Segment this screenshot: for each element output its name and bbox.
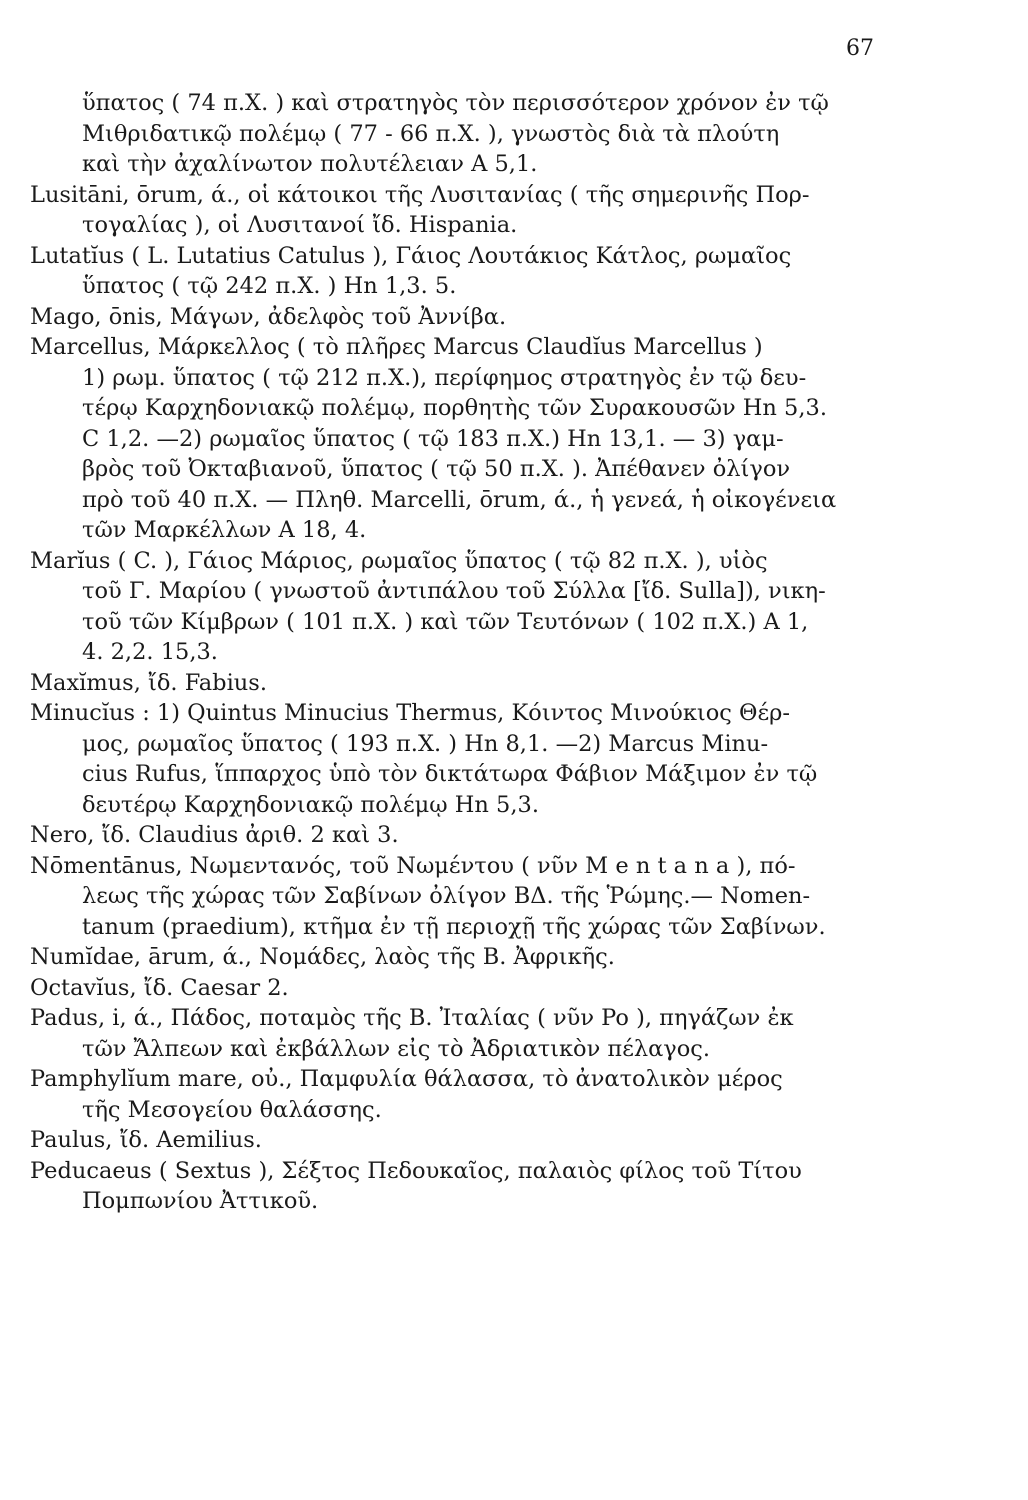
entry-line: ὕπατος ( 74 π.Χ. ) καὶ στρατηγὸς τὸν περισσότερον χρόνον ἐν τῷ bbox=[82, 90, 829, 116]
page-number: 67 bbox=[846, 36, 874, 61]
entry-line: τοῦ Γ. Μαρίου ( γνωστοῦ ἀντιπάλου τοῦ Σύλλα [ἴδ. Sulla]), νικη- bbox=[82, 578, 826, 604]
entry-line: Μιθριδατικῷ πολέμῳ ( 77 - 66 π.Χ. ), γνωστὸς διὰ τὰ πλούτη bbox=[82, 120, 780, 147]
glossary-entry bbox=[30, 1003, 910, 1064]
entry-line: Marĭus ( C. ), Γάιος Μάριος, ρωμαῖος ὕπατος ( τῷ 82 π.Χ. ), υἱὸς bbox=[30, 547, 768, 574]
entry-line: Lutatĭus ( L. Lutatius Catulus ), Γάιος Λουτάκιος Κάτλος, ρωμαῖος bbox=[30, 242, 792, 269]
glossary-entry bbox=[30, 241, 910, 302]
entry-line: Πομπωνίου Ἀττικοῦ. bbox=[82, 1188, 319, 1214]
entry-line: τῶν Ἄλπεων καὶ ἐκβάλλων εἰς τὸ Ἀδριατικὸν πέλαγος. bbox=[82, 1035, 711, 1062]
glossary-entry bbox=[30, 302, 910, 333]
entry-line: Octavĭus, ἴδ. Caesar 2. bbox=[30, 974, 289, 1001]
entry-line: Minucĭus : 1) Quintus Minucius Thermus, Κόιντος Μινούκιος Θέρ- bbox=[30, 700, 790, 726]
glossary-entry bbox=[30, 942, 910, 973]
glossary-entry bbox=[30, 698, 910, 820]
entry-line: Paulus, ἴδ. Aemilius. bbox=[30, 1127, 262, 1153]
entry-line: πρὸ τοῦ 40 π.Χ. — Πληθ. Marcelli, ōrum, ά., ἡ γενεά, ἡ οἰκογένεια bbox=[82, 486, 837, 513]
entry-line: Maxĭmus, ἴδ. Fabius. bbox=[30, 669, 267, 696]
entry-line: Peducaeus ( Sextus ), Σέξτος Πεδουκαῖος, παλαιὸς φίλος τοῦ Τίτου bbox=[30, 1157, 802, 1184]
glossary-entry bbox=[30, 1064, 910, 1125]
glossary-entry bbox=[30, 820, 910, 851]
entry-line: τῆς Μεσογείου θαλάσσης. bbox=[82, 1096, 382, 1123]
entry-line: λεως τῆς χώρας τῶν Σαβίνων ὀλίγον ΒΔ. τῆς Ῥώμης.— Nomen- bbox=[82, 883, 811, 909]
entry-line: βρὸς τοῦ Ὀκταβιανοῦ, ὕπατος ( τῷ 50 π.Χ. ). Ἀπέθανεν ὀλίγον bbox=[82, 456, 791, 482]
entry-line: tanum (praedium), κτῆμα ἐν τῇ περιοχῇ τῆς χώρας τῶν Σαβίνων. bbox=[82, 913, 826, 940]
glossary-entry bbox=[30, 332, 910, 546]
entry-line: 4. 2,2. 15,3. bbox=[82, 639, 218, 665]
entry-line: Lusitāni, ōrum, ά., οἱ κάτοικοι τῆς Λυσιτανίας ( τῆς σημερινῆς Πορ- bbox=[30, 181, 810, 208]
entry-line: τῶν Μαρκέλλων Α 18, 4. bbox=[82, 517, 367, 543]
glossary-entry bbox=[30, 1156, 910, 1217]
glossary-entry bbox=[30, 546, 910, 668]
glossary-entries bbox=[30, 88, 910, 1217]
entry-line: Nōmentānus, Νωμεντανός, τοῦ Νωμέντου ( νῦν M e n t a n a ), πό- bbox=[30, 852, 796, 879]
entry-line: τέρῳ Καρχηδονιακῷ πολέμῳ, πορθητὴς τῶν Συρακουσῶν Hn 5,3. bbox=[82, 395, 827, 421]
entry-line: cius Rufus, ἵππαρχος ὑπὸ τὸν δικτάτωρα Φάβιον Μάξιμον ἐν τῷ bbox=[82, 761, 818, 787]
entry-line: Mago, ōnis, Μάγων, ἀδελφὸς τοῦ Ἀννίβα. bbox=[30, 303, 507, 330]
glossary-entry bbox=[30, 180, 910, 241]
entry-line: C 1,2. —2) ρωμαῖος ὕπατος ( τῷ 183 π.Χ.) Hn 13,1. — 3) γαμ- bbox=[82, 425, 784, 452]
glossary-entry bbox=[30, 88, 910, 180]
entry-line: δευτέρῳ Καρχηδονιακῷ πολέμῳ Hn 5,3. bbox=[82, 791, 539, 818]
entry-line: Marcellus, Μάρκελλος ( τὸ πλῆρες Marcus Claudĭus Marcellus ) bbox=[30, 334, 763, 360]
entry-line: καὶ τὴν ἀχαλίνωτον πολυτέλειαν Α 5,1. bbox=[82, 151, 538, 177]
entry-line: μος, ρωμαῖος ὕπατος ( 193 π.Χ. ) Hn 8,1. —2) Marcus Minu- bbox=[82, 730, 769, 757]
entry-line: ὕπατος ( τῷ 242 π.Χ. ) Hn 1,3. 5. bbox=[82, 273, 457, 299]
entry-line: τοῦ τῶν Κίμβρων ( 101 π.Χ. ) καὶ τῶν Τευτόνων ( 102 π.Χ.) Α 1, bbox=[82, 608, 809, 635]
entry-line: Pamphylĭum mare, οὐ., Παμφυλία θάλασσα, τὸ ἀνατολικὸν μέρος bbox=[30, 1066, 783, 1092]
glossary-entry bbox=[30, 973, 910, 1004]
entry-line: Padus, i, ά., Πάδος, ποταμὸς τῆς Β. Ἰταλίας ( νῦν Po ), πηγάζων ἐκ bbox=[30, 1005, 794, 1031]
entry-line: Nero, ἴδ. Claudius ἀριθ. 2 καὶ 3. bbox=[30, 822, 399, 848]
glossary-entry bbox=[30, 851, 910, 943]
entry-line: 1) ρωμ. ὕπατος ( τῷ 212 π.Χ.), περίφημος στρατηγὸς ἐν τῷ δευ- bbox=[82, 364, 807, 391]
entry-line: Numĭdae, ārum, ά., Νομάδες, λαὸς τῆς Β. Ἀφρικῆς. bbox=[30, 944, 615, 970]
entry-line: τογαλίας ), οἱ Λυσιτανοί ἴδ. Hispania. bbox=[82, 212, 518, 238]
glossary-entry bbox=[30, 1125, 910, 1156]
glossary-entry bbox=[30, 668, 910, 699]
